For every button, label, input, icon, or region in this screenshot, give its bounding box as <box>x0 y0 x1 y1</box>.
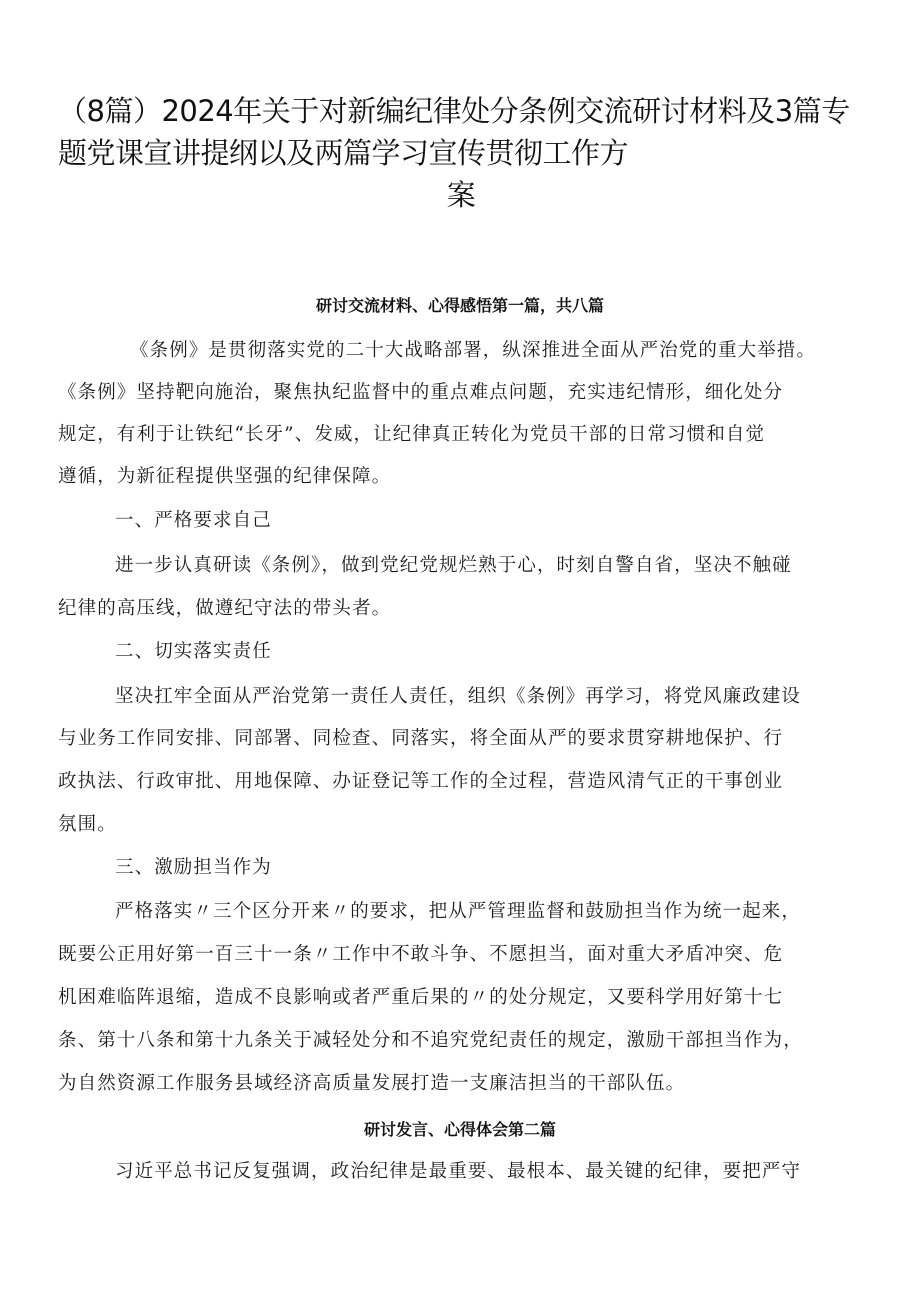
body-line: 严格落实〃三个区分开来〃的要求，把从严管理监督和鼓励担当作为统一起来， <box>115 901 802 922</box>
title-line-3: 案 <box>446 178 476 212</box>
section-heading-2: 研讨发言、心得体会第二篇 <box>363 1120 556 1139</box>
body-line: 政执法、行政审批、用地保障、办证登记等工作的全过程，营造风清气正的干事创业 <box>58 771 784 792</box>
body-line: 《条例》是贯彻落实党的二十大战略部署，纵深推进全面从严治党的重大举措。 <box>130 340 817 361</box>
document-title <box>58 90 864 216</box>
body-line: 机困难临阵退缩，造成不良影响或者严重后果的〃的处分规定，又要科学用好第十七 <box>58 987 784 1008</box>
body-line: 氛围。 <box>58 814 117 835</box>
section-heading-1: 研讨交流材料、心得感悟第一篇，共八篇 <box>315 296 604 315</box>
title-line-2: 题党课宣讲提纲以及两篇学习宣传贯彻工作方 <box>58 136 629 170</box>
title-line-1: （8篇）2024年关于对新编纪律处分条例交流研讨材料及3篇专 <box>58 94 850 128</box>
subheading-1: 一、严格要求自己 <box>115 510 272 531</box>
body-line: 遵循，为新征程提供坚强的纪律保障。 <box>58 466 392 487</box>
subheading-2: 二、切实落实责任 <box>115 641 272 662</box>
body-line: 与业务工作同安排、同部署、同检查、同落实，将全面从严的要求贯穿耕地保护、行 <box>58 728 784 749</box>
subheading-3: 三、激励担当作为 <box>115 857 272 878</box>
body-line: 《条例》坚持靶向施治，聚焦执纪监督中的重点难点问题，充实违纪情形，细化处分 <box>58 382 784 403</box>
body-line: 进一步认真研读《条例》，做到党纪党规烂熟于心，时刻自警自省，坚决不触碰 <box>115 555 792 576</box>
body-line: 为自然资源工作服务县域经济高质量发展打造一支廉洁担当的干部队伍。 <box>58 1073 686 1094</box>
body-line: 坚决扛牢全面从严治党第一责任人责任，组织《条例》再学习，将党风廉政建设 <box>115 686 802 707</box>
body-line: 纪律的高压线，做遵纪守法的带头者。 <box>58 598 392 619</box>
body-line: 规定，有利于让铁纪“长牙”、发威，让纪律真正转化为党员干部的日常习惯和自觉 <box>58 424 766 445</box>
body-line: 条、第十八条和第十九条关于减轻处分和不追究党纪责任的规定，激励干部担当作为， <box>58 1030 803 1051</box>
body-line: 习近平总书记反复强调，政治纪律是最重要、最根本、最关键的纪律，要把严守 <box>115 1161 802 1182</box>
body-line: 既要公正用好第一百三十一条〃工作中不敢斗争、不愿担当，面对重大矛盾冲突、危 <box>58 944 784 965</box>
